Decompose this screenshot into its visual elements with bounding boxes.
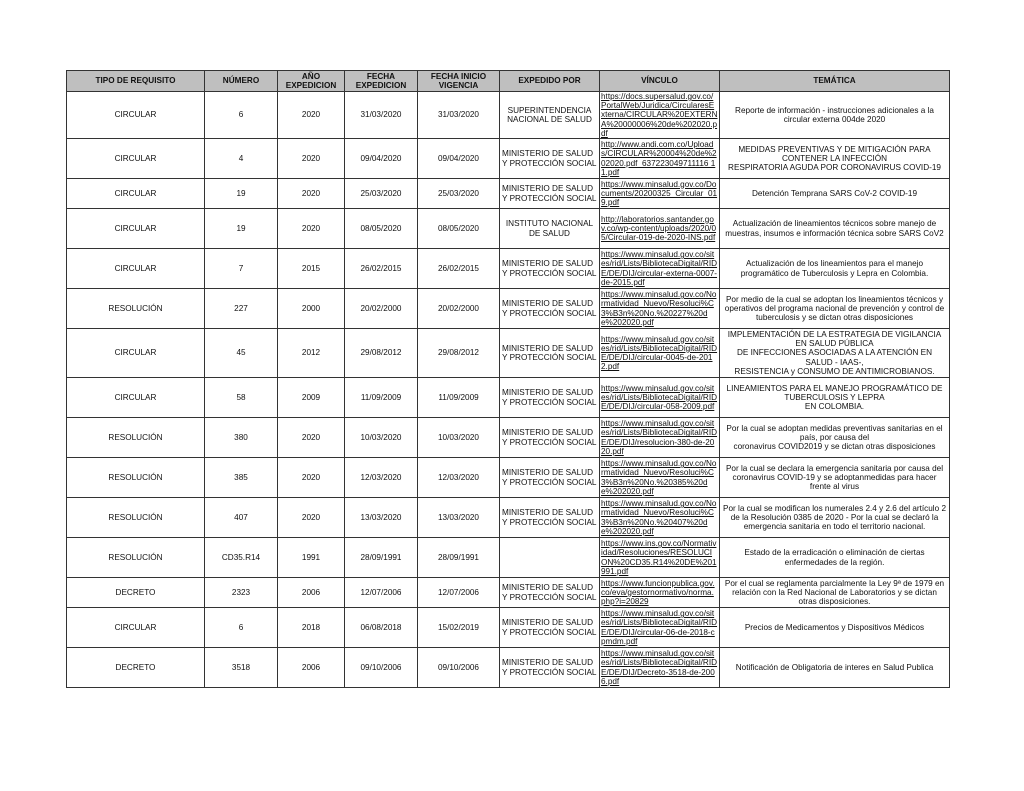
cell-tematica: Por medio de la cual se adoptan los lineamientos técnicos y operativos del programa nacional de prevención y control de tuberculosis y se dictan otras disposiciones xyxy=(720,289,950,329)
cell-numero: 6 xyxy=(205,608,278,648)
cell-numero: 3518 xyxy=(205,648,278,688)
cell-fecha-expedicion: 20/02/2000 xyxy=(345,289,418,329)
cell-fecha-inicio: 28/09/1991 xyxy=(418,538,500,578)
cell-anio: 2020 xyxy=(278,498,345,538)
table-row xyxy=(67,378,950,418)
cell-vinculo xyxy=(600,458,720,498)
cell-numero: 4 xyxy=(205,139,278,179)
header-row xyxy=(67,71,950,92)
cell-fecha-expedicion: 12/07/2006 xyxy=(345,578,418,608)
cell-fecha-expedicion: 28/09/1991 xyxy=(345,538,418,578)
cell-expedido-por: SUPERINTENDENCIA NACIONAL DE SALUD xyxy=(500,92,600,139)
cell-fecha-expedicion: 06/08/2018 xyxy=(345,608,418,648)
header-fecha-inicio: FECHA INICIO VIGENCIA xyxy=(418,71,500,92)
cell-tematica: Por la cual se adoptan medidas preventivas sanitarias en el país, por causa del coronavirus COVID2019 y se dictan otras disposiciones xyxy=(720,418,950,458)
cell-tematica: Detención Temprana SARS CoV-2 COVID-19 xyxy=(720,179,950,209)
header-numero: NÚMERO xyxy=(205,71,278,92)
header-expedido-por: EXPEDIDO POR xyxy=(500,71,600,92)
cell-expedido-por: MINISTERIO DE SALUD Y PROTECCIÓN SOCIAL xyxy=(500,648,600,688)
link-vinculo[interactable]: https://www.funcionpublica.gov.co/eva/gestornormativo/norma.php?i=20829 xyxy=(601,578,715,607)
cell-anio: 2000 xyxy=(278,289,345,329)
cell-tematica: IMPLEMENTACIÓN DE LA ESTRATEGIA DE VIGILANCIA EN SALUD PÚBLICA DE INFECCIONES ASOCIADAS A LA ATENCIÓN EN SALUD - IAAS-, RESISTENCIA y CONSUMO DE ANTIMICROBIANOS. xyxy=(720,329,950,378)
header-anio: AÑO EXPEDICION xyxy=(278,71,345,92)
cell-fecha-inicio: 26/02/2015 xyxy=(418,249,500,289)
link-vinculo[interactable]: https://www.minsalud.gov.co/sites/rid/Lists/BibliotecaDigital/RIDE/DE/DIJ/circular-externa-0007-de-2015.pdf xyxy=(601,250,718,287)
link-vinculo[interactable]: https://www.ins.gov.co/Normatividad/Resoluciones/RESOLUCION%20CD35.R14%20DE%201991.pdf xyxy=(601,539,717,576)
cell-numero: 19 xyxy=(205,179,278,209)
cell-anio: 2006 xyxy=(278,578,345,608)
cell-tematica: MEDIDAS PREVENTIVAS Y DE MITIGACIÓN PARA CONTENER LA INFECCIÓN RESPIRATORIA AGUDA POR CORONAVIRUS COVID-19 xyxy=(720,139,950,179)
cell-expedido-por: MINISTERIO DE SALUD Y PROTECCIÓN SOCIAL xyxy=(500,418,600,458)
header-tipo: TIPO DE REQUISITO xyxy=(67,71,205,92)
cell-vinculo xyxy=(600,418,720,458)
cell-tipo: CIRCULAR xyxy=(67,92,205,139)
cell-tipo: RESOLUCIÓN xyxy=(67,538,205,578)
cell-vinculo xyxy=(600,578,720,608)
cell-anio: 2015 xyxy=(278,249,345,289)
cell-expedido-por: MINISTERIO DE SALUD Y PROTECCIÓN SOCIAL xyxy=(500,329,600,378)
table-row xyxy=(67,329,950,378)
cell-expedido-por: MINISTERIO DE SALUD Y PROTECCIÓN SOCIAL xyxy=(500,179,600,209)
cell-numero: 45 xyxy=(205,329,278,378)
cell-tematica: Actualización de lineamientos técnicos sobre manejo de muestras, insumos e información técnica sobre SARS CoV2 xyxy=(720,209,950,249)
cell-anio: 2009 xyxy=(278,378,345,418)
cell-tipo: CIRCULAR xyxy=(67,378,205,418)
cell-tematica: Por el cual se reglamenta parcialmente la Ley 9ª de 1979 en relación con la Red Nacional de Laboratorios y se dictan otras disposiciones. xyxy=(720,578,950,608)
link-vinculo[interactable]: https://www.minsalud.gov.co/Documents/20200325_Circular_019.pdf xyxy=(601,179,718,208)
table-row xyxy=(67,179,950,209)
table-row xyxy=(67,249,950,289)
cell-expedido-por: MINISTERIO DE SALUD Y PROTECCIÓN SOCIAL xyxy=(500,139,600,179)
cell-expedido-por xyxy=(500,538,600,578)
cell-tematica: Estado de la erradicación o eliminación de ciertas enfermedades de la región. xyxy=(720,538,950,578)
table-row xyxy=(67,498,950,538)
cell-anio: 2020 xyxy=(278,139,345,179)
cell-expedido-por: MINISTERIO DE SALUD Y PROTECCIÓN SOCIAL xyxy=(500,249,600,289)
cell-vinculo xyxy=(600,329,720,378)
table-row xyxy=(67,458,950,498)
cell-fecha-expedicion: 25/03/2020 xyxy=(345,179,418,209)
header-tematica: TEMÁTICA xyxy=(720,71,950,92)
cell-numero: 407 xyxy=(205,498,278,538)
link-vinculo[interactable]: https://www.minsalud.gov.co/sites/rid/Lists/BibliotecaDigital/RIDE/DE/DIJ/circular-0045-de-2012.pdf xyxy=(601,334,718,372)
cell-tipo: CIRCULAR xyxy=(67,329,205,378)
cell-anio: 2020 xyxy=(278,209,345,249)
cell-tipo: CIRCULAR xyxy=(67,179,205,209)
cell-fecha-expedicion: 10/03/2020 xyxy=(345,418,418,458)
cell-vinculo xyxy=(600,538,720,578)
table-row xyxy=(67,418,950,458)
cell-fecha-expedicion: 09/10/2006 xyxy=(345,648,418,688)
cell-anio: 2020 xyxy=(278,92,345,139)
cell-fecha-expedicion: 31/03/2020 xyxy=(345,92,418,139)
cell-fecha-expedicion: 13/03/2020 xyxy=(345,498,418,538)
cell-numero: 385 xyxy=(205,458,278,498)
link-vinculo[interactable]: https://www.minsalud.gov.co/sites/rid/Lists/BibliotecaDigital/RIDE/DE/DIJ/Decreto-3518-de-2006.pdf xyxy=(601,649,718,686)
cell-tipo: CIRCULAR xyxy=(67,249,205,289)
cell-anio: 1991 xyxy=(278,538,345,578)
cell-vinculo xyxy=(600,92,720,139)
cell-anio: 2012 xyxy=(278,329,345,378)
link-vinculo[interactable]: http://www.andi.com.co/Uploads/CIRCULAR%20004%20de%202020.pdf_637223049711116 11.pdf xyxy=(601,140,717,177)
document-page xyxy=(66,70,949,688)
cell-fecha-expedicion: 09/04/2020 xyxy=(345,139,418,179)
cell-tematica: LINEAMIENTOS PARA EL MANEJO PROGRAMÁTICO DE TUBERCULOSIS Y LEPRA EN COLOMBIA. xyxy=(720,378,950,418)
cell-expedido-por: MINISTERIO DE SALUD Y PROTECCIÓN SOCIAL xyxy=(500,608,600,648)
cell-anio: 2018 xyxy=(278,608,345,648)
table-row xyxy=(67,92,950,139)
cell-expedido-por: MINISTERIO DE SALUD Y PROTECCIÓN SOCIAL xyxy=(500,289,600,329)
header-vinculo: VÍNCULO xyxy=(600,71,720,92)
cell-vinculo xyxy=(600,179,720,209)
cell-fecha-expedicion: 12/03/2020 xyxy=(345,458,418,498)
cell-tipo: CIRCULAR xyxy=(67,139,205,179)
cell-expedido-por: MINISTERIO DE SALUD Y PROTECCIÓN SOCIAL xyxy=(500,498,600,538)
cell-numero: 380 xyxy=(205,418,278,458)
cell-fecha-inicio: 08/05/2020 xyxy=(418,209,500,249)
cell-fecha-inicio: 09/04/2020 xyxy=(418,139,500,179)
cell-fecha-inicio: 11/09/2009 xyxy=(418,378,500,418)
cell-tematica: Reporte de información - instrucciones adicionales a la circular externa 004de 2020 xyxy=(720,92,950,139)
cell-numero: 227 xyxy=(205,289,278,329)
cell-anio: 2020 xyxy=(278,179,345,209)
cell-vinculo xyxy=(600,209,720,249)
cell-fecha-inicio: 10/03/2020 xyxy=(418,418,500,458)
cell-vinculo xyxy=(600,289,720,329)
cell-fecha-inicio: 25/03/2020 xyxy=(418,179,500,209)
cell-tematica: Precios de Medicamentos y Dispositivos Médicos xyxy=(720,608,950,648)
cell-fecha-inicio: 09/10/2006 xyxy=(418,648,500,688)
cell-anio: 2006 xyxy=(278,648,345,688)
cell-numero: 6 xyxy=(205,92,278,139)
cell-expedido-por: MINISTERIO DE SALUD Y PROTECCIÓN SOCIAL xyxy=(500,378,600,418)
cell-fecha-inicio: 20/02/2000 xyxy=(418,289,500,329)
cell-vinculo xyxy=(600,498,720,538)
cell-tipo: RESOLUCIÓN xyxy=(67,418,205,458)
cell-fecha-inicio: 12/07/2006 xyxy=(418,578,500,608)
link-vinculo[interactable]: https://www.minsalud.gov.co/Normatividad_Nuevo/Resoluci%C3%B3n%20No.%20407%20de%202020.pdf xyxy=(601,499,717,536)
cell-fecha-expedicion: 26/02/2015 xyxy=(345,249,418,289)
link-vinculo[interactable]: https://www.minsalud.gov.co/Normatividad_Nuevo/Resoluci%C3%B3n%20No.%20227%20de%202020.pdf xyxy=(601,290,717,327)
link-vinculo[interactable]: https://www.minsalud.gov.co/sites/rid/Lists/BibliotecaDigital/RIDE/DE/DIJ/circular-06-de-2018-cpmdm.pdf xyxy=(601,609,718,646)
cell-vinculo xyxy=(600,378,720,418)
cell-fecha-inicio: 31/03/2020 xyxy=(418,92,500,139)
cell-fecha-expedicion: 29/08/2012 xyxy=(345,329,418,378)
header-fecha-expedicion: FECHA EXPEDICION xyxy=(345,71,418,92)
cell-fecha-inicio: 12/03/2020 xyxy=(418,458,500,498)
cell-anio: 2020 xyxy=(278,418,345,458)
cell-fecha-inicio: 15/02/2019 xyxy=(418,608,500,648)
table-row xyxy=(67,538,950,578)
cell-tematica: Notificación de Obligatoria de interes en Salud Publica xyxy=(720,648,950,688)
cell-fecha-inicio: 29/08/2012 xyxy=(418,329,500,378)
cell-tipo: CIRCULAR xyxy=(67,608,205,648)
table-row xyxy=(67,578,950,608)
cell-fecha-expedicion: 08/05/2020 xyxy=(345,209,418,249)
cell-vinculo xyxy=(600,139,720,179)
cell-expedido-por: MINISTERIO DE SALUD Y PROTECCIÓN SOCIAL xyxy=(500,578,600,608)
cell-expedido-por: MINISTERIO DE SALUD Y PROTECCIÓN SOCIAL xyxy=(500,458,600,498)
link-vinculo[interactable]: https://www.minsalud.gov.co/sites/rid/Lists/BibliotecaDigital/RIDE/DE/DIJ/resolucion-380-de-2020.pdf xyxy=(601,419,718,456)
requirements-table xyxy=(66,70,950,688)
cell-tipo: RESOLUCIÓN xyxy=(67,498,205,538)
link-vinculo[interactable]: https://docs.supersalud.gov.co/PortalWeb/Juridica/CircularesExterna/CIRCULAR%20EXTERNA%20000006%20de%202020.pdf xyxy=(601,92,718,138)
table-row xyxy=(67,139,950,179)
cell-vinculo xyxy=(600,249,720,289)
cell-expedido-por: INSTITUTO NACIONAL DE SALUD xyxy=(500,209,600,249)
cell-tipo: RESOLUCIÓN xyxy=(67,289,205,329)
cell-tematica: Por la cual se declara la emergencia sanitaria por causa del coronavirus COVID-19 y se adoptanmedidas para hacer frente al virus xyxy=(720,458,950,498)
table-row xyxy=(67,648,950,688)
cell-numero: 19 xyxy=(205,209,278,249)
cell-numero: 2323 xyxy=(205,578,278,608)
cell-vinculo xyxy=(600,648,720,688)
cell-anio: 2020 xyxy=(278,458,345,498)
link-vinculo[interactable]: https://www.minsalud.gov.co/Normatividad_Nuevo/Resoluci%C3%B3n%20No.%20385%20de%202020.pdf xyxy=(601,459,717,496)
link-vinculo[interactable]: http://laboratorios.santander.gov.co/wp-content/uploads/2020/05/Circular-019-de-2020-INS.pdf xyxy=(601,214,717,243)
cell-numero: 7 xyxy=(205,249,278,289)
table-row xyxy=(67,289,950,329)
cell-fecha-expedicion: 11/09/2009 xyxy=(345,378,418,418)
cell-tematica: Actualización de los lineamientos para el manejo programático de Tuberculosis y Lepra en Colombia. xyxy=(720,249,950,289)
cell-tipo: DECRETO xyxy=(67,578,205,608)
cell-numero: CD35.R14 xyxy=(205,538,278,578)
link-vinculo[interactable]: https://www.minsalud.gov.co/sites/rid/Lists/BibliotecaDigital/RIDE/DE/DIJ/circular-058-2009.pdf xyxy=(601,383,718,412)
cell-tematica: Por la cual se modifican los numerales 2.4 y 2.6 del artículo 2 de la Resolución 0385 de 2020 - Por la cual se declaró la emergencia sanitaria en todo el territorio nacional. xyxy=(720,498,950,538)
cell-vinculo xyxy=(600,608,720,648)
cell-numero: 58 xyxy=(205,378,278,418)
cell-tipo: CIRCULAR xyxy=(67,209,205,249)
cell-fecha-inicio: 13/03/2020 xyxy=(418,498,500,538)
cell-tipo: DECRETO xyxy=(67,648,205,688)
cell-tipo: RESOLUCIÓN xyxy=(67,458,205,498)
table-row xyxy=(67,209,950,249)
table-row xyxy=(67,608,950,648)
